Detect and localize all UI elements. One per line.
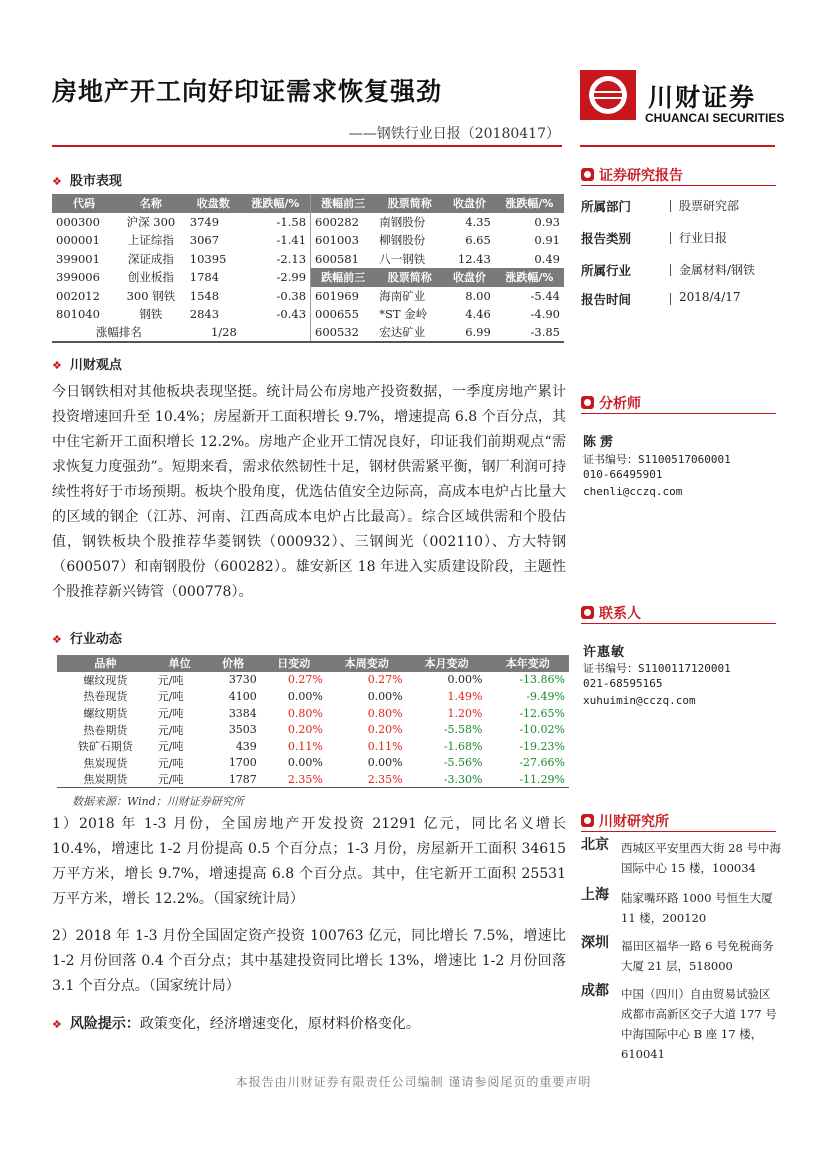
report-type-heading: 证券研究报告	[581, 165, 683, 185]
change-year: -13.86%	[519, 673, 565, 687]
stock-name: 宏达矿业	[375, 324, 444, 343]
contact-name: 许惠敏	[583, 645, 626, 660]
change-day: 0.80%	[287, 706, 323, 720]
table-row	[52, 213, 564, 232]
office-city-shenzhen: 深圳	[581, 935, 609, 951]
commodity-unit: 元/吨	[157, 740, 184, 754]
index-close: 3749	[189, 214, 220, 229]
index-close: 2843	[189, 307, 220, 322]
table-row	[57, 755, 569, 772]
index-code: 399001	[56, 251, 100, 266]
diamond-bullet-icon: ❖	[52, 633, 62, 646]
stock-name: 柳钢股份	[379, 233, 426, 248]
change-week: 0.00%	[367, 689, 403, 703]
meta-label-date: 报告时间	[581, 292, 632, 307]
index-name: 深证成指	[127, 251, 174, 266]
meta-separator	[670, 232, 671, 244]
commodity-name: 螺纹现货	[83, 673, 128, 687]
stock-change: 0.49	[534, 251, 560, 266]
index-close: 1548	[189, 288, 220, 303]
change-week: 0.20%	[367, 723, 403, 737]
commodity-price: 1700	[228, 756, 257, 770]
section-marker-icon	[581, 168, 594, 181]
stock-name: 海南矿业	[379, 288, 426, 303]
table-row	[57, 721, 569, 738]
commodity-price: 1787	[206, 771, 261, 788]
institute-heading: 川财研究所	[581, 811, 669, 831]
change-day: 0.00%	[287, 689, 323, 703]
stock-code: 000655	[311, 305, 376, 324]
risk-label: 风险提示：	[69, 1016, 140, 1032]
change-year: -27.66%	[519, 756, 565, 770]
table-header: 收盘数	[186, 194, 241, 213]
office-city-shanghai: 上海	[581, 887, 609, 903]
index-close: 1784	[189, 270, 220, 285]
commodity-name: 焦炭现货	[83, 756, 128, 770]
stock-code: 600532	[311, 324, 376, 343]
table-header: 本年变动	[487, 655, 570, 672]
table-header: 涨跌幅/%	[241, 194, 311, 213]
commodity-unit: 元/吨	[157, 707, 184, 721]
section-marker-icon	[581, 606, 594, 619]
sidebar-divider	[581, 413, 776, 414]
change-month: 1.20%	[447, 706, 483, 720]
change-day: 2.35%	[261, 771, 327, 788]
index-name: 沪深 300	[126, 214, 176, 229]
stock-change: -3.85	[495, 324, 564, 343]
table-header: 品种	[57, 655, 154, 672]
commodity-price: 4100	[228, 689, 257, 703]
commodity-price: 3503	[228, 723, 257, 737]
change-month: 0.00%	[447, 673, 483, 687]
index-code: 801040	[56, 307, 100, 322]
commodity-name: 螺纹期货	[83, 707, 128, 721]
analyst-cert: 证书编号：S1100517060001	[583, 453, 731, 466]
office-city-chengdu: 成都	[581, 983, 609, 999]
change-month: 1.49%	[447, 689, 483, 703]
change-week: 0.27%	[367, 673, 403, 687]
diamond-bullet-icon: ❖	[52, 359, 62, 372]
industry-table	[57, 655, 569, 788]
sidebar-divider	[581, 831, 776, 832]
stock-change: 0.93	[534, 214, 560, 229]
commodity-price: 3384	[228, 706, 257, 720]
stock-code: 601003	[311, 231, 376, 250]
table-header: 跌幅前三	[311, 268, 376, 287]
market-heading: ❖ 股市表现	[52, 174, 122, 189]
stock-change: -5.44	[530, 288, 560, 303]
stock-name: *ST 金岭	[379, 307, 428, 322]
table-row	[52, 231, 564, 250]
risk-text: 政策变化，经济增速变化，原材料价格变化。	[139, 1016, 420, 1032]
report-subtitle: ——钢铁行业日报（20180417）	[348, 126, 560, 142]
table-row	[57, 738, 569, 755]
commodity-unit: 元/吨	[154, 771, 206, 788]
index-close: 3067	[189, 233, 220, 248]
index-code: 000001	[56, 233, 100, 248]
diamond-bullet-icon: ❖	[52, 1018, 62, 1031]
stock-name: 南钢股份	[379, 214, 426, 229]
change-month: -5.58%	[443, 723, 483, 737]
commodity-unit: 元/吨	[157, 673, 184, 687]
change-month: -5.56%	[443, 756, 483, 770]
stock-close: 8.00	[465, 288, 491, 303]
meta-label-dept: 所属部门	[581, 199, 632, 214]
commodity-unit: 元/吨	[157, 723, 184, 737]
office-address-shanghai: 陆家嘴环路 1000 号恒生大厦 11 楼，200120	[621, 891, 773, 925]
commodity-name: 热卷期货	[83, 723, 128, 737]
table-row	[57, 771, 569, 788]
office-city-beijing: 北京	[581, 837, 609, 853]
contact-heading: 联系人	[581, 603, 641, 623]
stock-close: 6.99	[444, 324, 495, 343]
index-name: 上证综指	[127, 233, 174, 248]
table-header: 本周变动	[327, 655, 407, 672]
index-code: 000300	[56, 214, 100, 229]
stock-change: -4.90	[530, 307, 560, 322]
index-change: -0.43	[276, 307, 307, 322]
commodity-name: 热卷现货	[83, 690, 128, 704]
index-close: 10395	[189, 251, 227, 266]
view-paragraph: 今日钢铁相对其他板块表现坚挺。统计局公布房地产投资数据，一季度房地产累计投资增速回升至 10.4%；房屋新开工面积增长 9.7%，增速提高 6.8 个百分点，其中住宅新开工面积增长 12.2%。房地产企业开工情况良好，印证我们前期观点“需求恢复力度强劲”。短期来看，需求依然韧性十足，钢材供需紧平衡，钢厂利润可持续性将好于市场预期。板块个股角度，优选估值安全边际高，高成本电炉占比量大的区域的钢企（江苏、河南、江西高成本电炉占比最高）。综合区域供需和个股估值，钢铁板块个股推荐华菱钢铁（000932）、三钢闽光（002110）、方大特钢（600507）和南钢股份（600282）。雄安新区 18 年进入实质建设阶段，主题性个股推荐新兴铸管（000778）。	[52, 384, 566, 600]
change-day: 0.11%	[287, 739, 323, 753]
commodity-price: 439	[235, 739, 257, 753]
table-header: 本月变动	[407, 655, 487, 672]
table-header: 代码	[52, 194, 116, 213]
stock-code: 600581	[311, 250, 376, 269]
table-row	[52, 250, 564, 269]
section-marker-icon	[581, 814, 594, 827]
meta-separator	[670, 293, 671, 305]
stock-close: 4.35	[465, 214, 491, 229]
news-item-1: 1）2018 年 1-3 月份，全国房地产开发投资 21291 亿元，同比名义增长 10.4%，增速比 1-2 月份提高 0.5 个百分点；1-3 月份，房屋新开工面积 34615 万平方米，增长 9.7%，增速提高 6.8 个百分点。其中，住宅新开工面积 25531 万平方米，增长 12.2%。（国家统计局）	[52, 816, 566, 907]
analyst-name: 陈雳	[583, 435, 618, 450]
commodity-name: 铁矿石期货	[77, 740, 133, 754]
commodity-unit: 元/吨	[157, 690, 184, 704]
office-address-beijing: 西城区平安里西大街 28 号中海国际中心 15 楼，100034	[621, 841, 781, 875]
diamond-bullet-icon: ❖	[52, 175, 62, 188]
contact-phone: 021-68595165	[583, 677, 663, 690]
analyst-heading: 分析师	[581, 393, 641, 413]
logo-text-en: CHUANCAI SECURITIES	[645, 111, 785, 125]
section-marker-icon	[581, 396, 594, 409]
index-name: 创业板指	[127, 270, 174, 285]
meta-separator	[670, 200, 671, 212]
change-month: -1.68%	[443, 739, 483, 753]
table-header: 价格	[206, 655, 261, 672]
page-footer: 本报告由川财证券有限责任公司编制 谨请参阅尾页的重要声明	[235, 1075, 592, 1089]
meta-value-industry: 金属材料/钢铁	[679, 263, 756, 277]
change-year: -19.23%	[519, 739, 565, 753]
change-year: -11.29%	[487, 771, 570, 788]
change-month: -3.30%	[407, 771, 487, 788]
table-row	[52, 268, 564, 287]
change-week: 0.00%	[367, 756, 403, 770]
header-divider	[52, 145, 562, 147]
header-divider-right	[580, 145, 775, 147]
rank-label: 涨幅排名	[52, 324, 186, 343]
stock-code: 600282	[311, 213, 376, 232]
contact-email[interactable]: xuhuimin@cczq.com	[583, 694, 696, 707]
index-code: 399006	[56, 270, 100, 285]
analyst-email[interactable]: chenli@cczq.com	[583, 485, 683, 498]
index-code: 002012	[56, 288, 100, 303]
table-row	[57, 672, 569, 689]
table-header: 名称	[116, 194, 186, 213]
change-day: 0.20%	[287, 723, 323, 737]
index-name: 钢铁	[139, 307, 163, 322]
table-header: 涨跌幅/%	[495, 268, 564, 287]
rank-value: 1/28	[186, 324, 241, 343]
stock-change: 0.91	[534, 233, 560, 248]
company-logo-icon	[580, 70, 636, 120]
change-week: 2.35%	[327, 771, 407, 788]
table-header: 单位	[154, 655, 206, 672]
meta-label-industry: 所属行业	[581, 263, 632, 278]
index-change: -1.58	[276, 214, 307, 229]
meta-value-date: 2018/4/17	[679, 290, 741, 304]
office-address-shenzhen: 福田区福华一路 6 号免税商务大厦 21 层，518000	[621, 939, 774, 973]
table-row	[57, 688, 569, 705]
table-row	[57, 705, 569, 722]
view-heading: ❖ 川财观点	[52, 358, 122, 373]
market-table	[52, 194, 564, 343]
table-header: 收盘价	[444, 194, 495, 213]
change-day: 0.00%	[287, 756, 323, 770]
table-row	[52, 305, 564, 324]
sidebar-divider	[581, 185, 776, 186]
table-row	[52, 287, 564, 306]
meta-label-type: 报告类别	[581, 231, 632, 246]
change-week: 0.11%	[367, 739, 403, 753]
meta-separator	[670, 264, 671, 276]
news-item-2: 2）2018 年 1-3 月份全国固定资产投资 100763 亿元，同比增长 7.5%，增速比 1-2 月份回落 0.4 个百分点；其中基建投资同比增长 13%，增速比 1-2 月份回落 3.1 个百分点。（国家统计局）	[52, 928, 566, 994]
industry-heading: ❖ 行业动态	[52, 632, 122, 647]
change-day: 0.27%	[287, 673, 323, 687]
table-header: 股票简称	[375, 268, 444, 287]
contact-cert: 证书编号：S1100117120001	[583, 662, 731, 675]
change-week: 0.80%	[367, 706, 403, 720]
analyst-phone: 010-66495901	[583, 468, 663, 481]
data-source-note: 数据来源：Wind；川财证券研究所	[72, 795, 244, 808]
change-year: -9.49%	[526, 689, 565, 703]
commodity-name: 焦炭期货	[57, 771, 154, 788]
risk-note	[52, 1013, 420, 1033]
stock-code: 601969	[311, 287, 376, 306]
meta-value-dept: 股票研究部	[679, 199, 740, 213]
table-row	[52, 324, 564, 343]
index-change: -0.38	[276, 288, 307, 303]
stock-close: 4.46	[465, 307, 491, 322]
sidebar-divider	[581, 623, 776, 624]
table-header: 收盘价	[444, 268, 495, 287]
table-header: 涨幅前三	[311, 194, 376, 213]
commodity-unit: 元/吨	[157, 756, 184, 770]
table-header: 日变动	[261, 655, 327, 672]
table-header: 股票简称	[375, 194, 444, 213]
change-year: -12.65%	[519, 706, 565, 720]
logo-text-cn: 川财证券	[648, 83, 757, 112]
commodity-price: 3730	[228, 673, 257, 687]
stock-close: 6.65	[465, 233, 491, 248]
stock-close: 12.43	[457, 251, 491, 266]
index-name: 300 钢铁	[126, 288, 176, 303]
table-header: 涨跌幅/%	[495, 194, 564, 213]
index-change: -2.13	[276, 251, 307, 266]
office-address-chengdu: 中国（四川）自由贸易试验区成都市高新区交子大道 177 号中海国际中心 B 座 17 楼，610041	[621, 987, 777, 1061]
index-change: -2.99	[276, 270, 307, 285]
report-title: 房地产开工向好印证需求恢复强劲	[52, 77, 443, 106]
index-change: -1.41	[276, 233, 307, 248]
change-year: -10.02%	[519, 723, 565, 737]
stock-name: 八一钢铁	[379, 251, 426, 266]
meta-value-type: 行业日报	[679, 231, 728, 245]
